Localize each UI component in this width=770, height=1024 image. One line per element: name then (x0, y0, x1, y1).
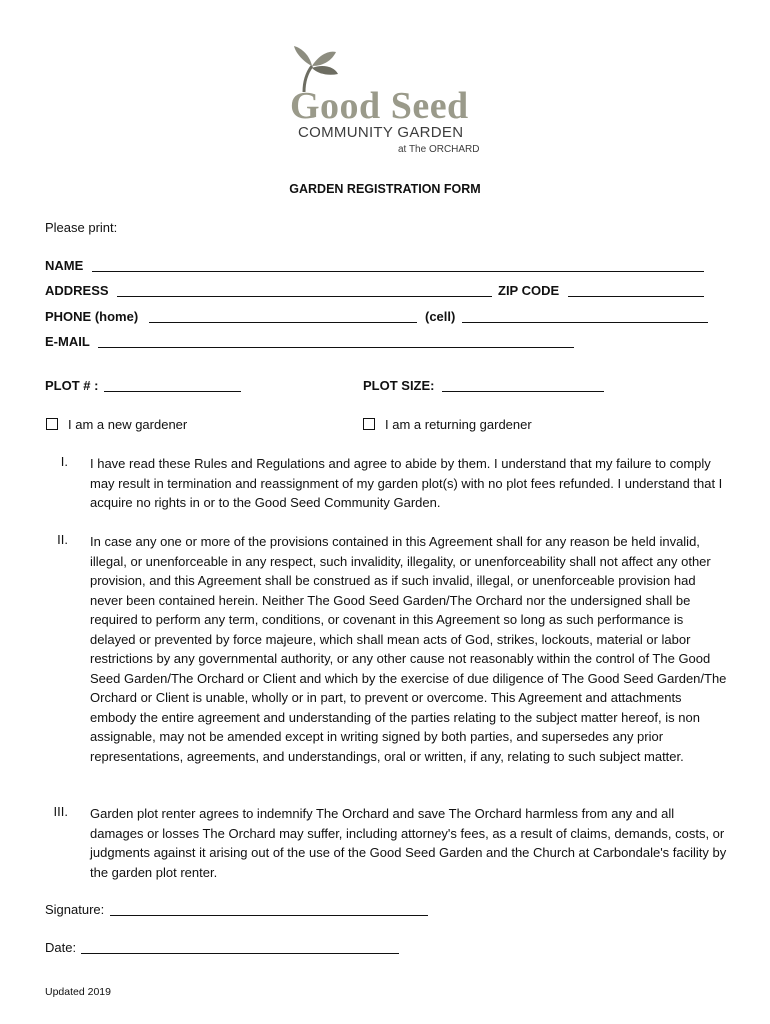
new-gardener-option[interactable] (46, 417, 187, 432)
clause-number: III. (53, 804, 68, 819)
email-label: E-MAIL (45, 334, 90, 349)
address-label: ADDRESS (45, 283, 109, 298)
phone-home-field[interactable] (149, 322, 417, 323)
returning-gardener-option[interactable] (363, 417, 532, 432)
clause-number: II. (57, 532, 68, 547)
clause-text: Garden plot renter agrees to indemnify The Orchard and save The Orchard harmless from any and all damages or losses The Orchard may suffer, including attorney's fees, as a result of claims, demands, costs, or judgments against it arising out of the use of the Good Seed Garden and the Church at Carbondale's facility by the garden plot renter. (90, 806, 727, 880)
phone-home-label: PHONE (home) (45, 309, 139, 324)
instruction-text: Please print: (45, 220, 118, 235)
logo-subtitle: COMMUNITY GARDEN (298, 124, 464, 141)
good-seed-logo (282, 44, 492, 160)
date-field[interactable] (81, 953, 399, 954)
name-field[interactable] (92, 271, 704, 272)
phone-cell-label: (cell) (425, 309, 456, 324)
clause-number: I. (60, 454, 68, 469)
plot-number-field[interactable] (104, 391, 241, 392)
email-field[interactable] (98, 347, 574, 348)
date-label: Date: (45, 940, 77, 955)
zip-field[interactable] (568, 296, 704, 297)
new-gardener-label: I am a new gardener (68, 417, 188, 432)
logo-name: Good Seed (290, 85, 469, 127)
plot-size-label: PLOT SIZE: (363, 378, 435, 393)
plot-number-label: PLOT # : (45, 378, 99, 393)
clause-text: I have read these Rules and Regulations and agree to abide by them. I understand that my failure to comply may result in termination and reassignment of my garden plot(s) with no plot fees refunded. I understand that I acquire no rights in or to the Good Seed Community Garden. (90, 456, 723, 510)
new-gardener-checkbox[interactable] (46, 418, 58, 430)
signature-label: Signature: (45, 902, 105, 917)
address-field[interactable] (117, 296, 492, 297)
phone-cell-field[interactable] (462, 322, 708, 323)
name-label: NAME (45, 258, 84, 273)
form-title: GARDEN REGISTRATION FORM (289, 182, 481, 196)
signature-field[interactable] (110, 915, 428, 916)
footer-note: Updated 2019 (45, 986, 111, 998)
returning-gardener-checkbox[interactable] (363, 418, 375, 430)
zip-label: ZIP CODE (498, 283, 560, 298)
returning-gardener-label: I am a returning gardener (385, 417, 532, 432)
logo-location: at The ORCHARD (398, 144, 480, 155)
clause-text: In case any one or more of the provisions contained in this Agreement shall for any reason be held invalid, illegal, or unenforceable in any respect, such invalidity, illegality, or unenforceability shall not affect any other provision, and this Agreement shall be construed as if such invalid, illegal, or unenforceable provision had never been contained herein. Neither The Good Seed Garden/The Orchard nor the undersigned shall be required to perform any term, conditions, or covenant in this Agreement so long as such performance is delayed or prevented by force majeure, which shall mean acts of God, strikes, lockouts, material or labor restrictions by any governmental authority, or any other cause not reasonably within the control of The Good Seed Garden/The Orchard or Client and which by the exercise of due diligence of The Good Seed Garden/The Orchard or Client is unable, wholly or in part, to prevent or overcome. This Agreement and attachments embody the entire agreement and understanding of the parties relating to the subject matter hereof, is non assignable, may not be amended except in writing signed by both parties, and supersedes any prior representations, agreements, and understandings, oral or written, if any, relating to such subject matter. (90, 534, 727, 764)
plot-size-field[interactable] (442, 391, 604, 392)
